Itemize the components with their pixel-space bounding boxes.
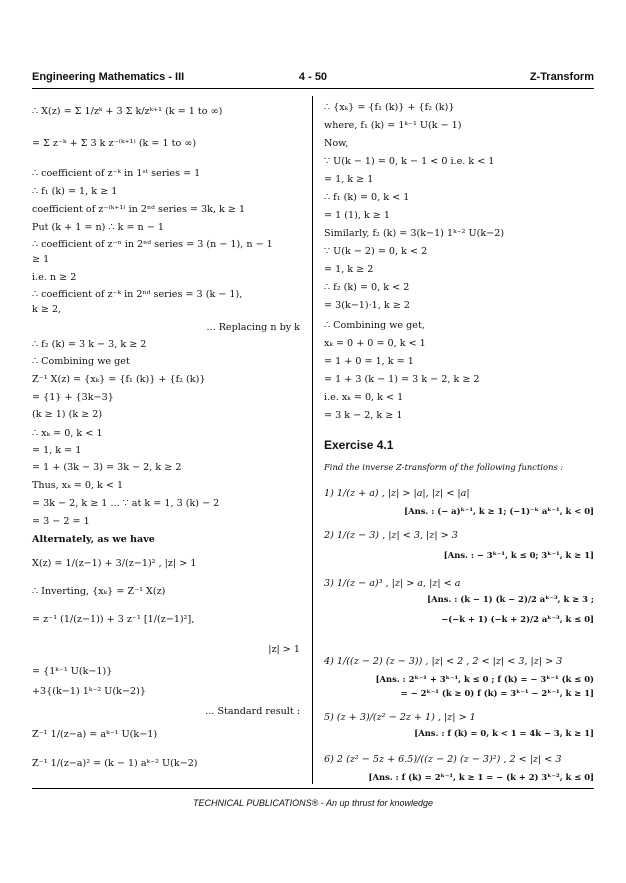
item-number: 4) [324, 656, 334, 667]
eq-line: = z⁻¹ (1/(z−1)) + 3 z⁻¹ [1/(z−1)²], [32, 614, 195, 625]
page-footer: TECHNICAL PUBLICATIONS® - An up thrust for knowledge [192, 798, 434, 808]
exercise-answer-3b: −(−k + 1) (−k + 2)/2 aᵏ⁻³, k ≤ 0] [441, 614, 594, 624]
eq-line: ∴ xₖ = 0, k < 1 [32, 428, 103, 439]
text-line: k ≥ 2, [32, 304, 62, 315]
footer-rule [32, 788, 594, 789]
page-number: 4 - 50 [298, 71, 328, 83]
eq-line: ∴ f₁ (k) = 0, k < 1 [324, 192, 410, 203]
eq-line: Z⁻¹ X(z) = {xₖ} = {f₁ (k)} + {f₂ (k)} [32, 374, 206, 385]
eq-line: = 1, k ≥ 1 [324, 174, 374, 185]
text-line: ∴ coefficient of z⁻ᵏ in 2ⁿᵈ series = 3 (k − 1), [32, 289, 243, 300]
eq-line: = 1 (1), k ≥ 1 [324, 210, 390, 221]
exercise-item-1 [324, 488, 470, 500]
eq-line: = 3 − 2 = 1 [32, 516, 90, 527]
eq-line: = 1 + 0 = 1, k = 1 [324, 356, 414, 367]
text-line: ∴ coefficient of z⁻ᵏ in 1ˢᵗ series = 1 [32, 168, 201, 179]
eq-line: Z⁻¹ 1/(z−a)² = (k − 1) aᵏ⁻² U(k−2) [32, 758, 198, 769]
item-expression: (z + 3)/(z² − 2z + 1) , |z| > 1 [336, 712, 476, 723]
text-line: Put (k + 1 = n) ∴ k = n − 1 [32, 222, 164, 233]
item-number: 6) [324, 754, 334, 765]
text-line: coefficient of z⁻⁽ᵏ⁺¹⁾ in 2ⁿᵈ series = 3k, k ≥ 1 [32, 204, 246, 215]
eq-line: X(z) = 1/(z−1) + 3/(z−1)² , |z| > 1 [32, 558, 197, 569]
text-line: Alternately, as we have [32, 534, 155, 545]
eq-line: = 3k − 2, k ≥ 1 ... ∵ at k = 1, 3 (k) − 2 [32, 498, 220, 509]
eq-line: = 3 k − 2, k ≥ 1 [324, 410, 403, 421]
item-number: 1) [324, 488, 334, 499]
eq-line: ∴ Inverting, {xₖ} = Z⁻¹ X(z) [32, 586, 166, 597]
exercise-instruction: Find the inverse Z-transform of the following functions : [324, 462, 564, 472]
eq-line: xₖ = 0 + 0 = 0, k < 1 [324, 338, 426, 349]
item-expression: 1/(z + a) , |z| > |a|, |z| < |a| [336, 488, 470, 499]
book-title: Engineering Mathematics - III [32, 71, 185, 83]
eq-line: = 1 + (3k − 3) = 3k − 2, k ≥ 2 [32, 462, 182, 473]
text-line: i.e. n ≥ 2 [32, 272, 77, 283]
eq-line: = Σ z⁻ᵏ + Σ 3 k z⁻⁽ᵏ⁺¹⁾ (k = 1 to ∞) [32, 138, 197, 149]
exercise-answer-4b: = − 2ᵏ⁻¹ (k ≥ 0) f (k) = 3ᵏ⁻¹ − 2ᵏ⁻¹, k ≥ 1] [400, 688, 594, 698]
exercise-item-6 [324, 754, 561, 766]
note-line: ... Standard result : [205, 706, 300, 717]
column-divider [312, 96, 313, 784]
item-expression: 2 (z² − 5z + 6.5)/((z − 2) (z − 3)²) , 2 < |z| < 3 [336, 754, 562, 765]
eq-line: (k ≥ 1) (k ≥ 2) [32, 409, 103, 420]
eq-line: ∵ U(k − 1) = 0, k − 1 < 0 i.e. k < 1 [324, 156, 495, 167]
eq-line: = {1} + {3k−3} [32, 392, 114, 403]
eq-line: ∵ U(k − 2) = 0, k < 2 [324, 246, 428, 257]
page-header [32, 71, 594, 87]
exercise-answer-1: [Ans. : (− a)ᵏ⁻¹, k ≥ 1; (−1)⁻ᵏ aᵏ⁻¹, k < 0] [404, 506, 594, 516]
eq-line: +3{(k−1) 1ᵏ⁻² U(k−2)} [32, 686, 146, 697]
exercise-answer-2: [Ans. : − 3ᵏ⁻¹, k ≤ 0; 3ᵏ⁻¹, k ≥ 1] [443, 550, 594, 560]
item-expression: 1/((z − 2) (z − 3)) , |z| < 2 , 2 < |z| < 3, |z| > 3 [336, 656, 563, 667]
item-expression: 1/(z − 3) , |z| < 3, |z| > 3 [336, 530, 458, 541]
header-rule [32, 88, 594, 89]
text-line: ∴ coefficient of z⁻ⁿ in 2ⁿᵈ series = 3 (n − 1), n − 1 [32, 239, 273, 250]
eq-line: Similarly, f₂ (k) = 3(k−1) 1ᵏ⁻² U(k−2) [324, 228, 505, 239]
exercise-item-2 [324, 530, 458, 542]
exercise-answer-5: [Ans. : f (k) = 0, k < 1 = 4k − 3, k ≥ 1] [414, 728, 594, 738]
exercise-title: Exercise 4.1 [324, 438, 394, 452]
text-line: ≥ 1 [32, 254, 50, 265]
item-number: 5) [324, 712, 334, 723]
exercise-item-3 [324, 578, 461, 590]
eq-line: ∴ f₂ (k) = 3 k − 3, k ≥ 2 [32, 339, 147, 350]
eq-line: ∴ {xₖ} = {f₁ (k)} + {f₂ (k)} [324, 102, 455, 113]
eq-line: = 1, k = 1 [32, 445, 82, 456]
eq-line: = 1, k ≥ 2 [324, 264, 374, 275]
exercise-item-5 [324, 712, 476, 724]
eq-line: ∴ f₁ (k) = 1, k ≥ 1 [32, 186, 118, 197]
eq-line: ∴ X(z) = Σ 1/zᵏ + 3 Σ k/zᵏ⁺¹ (k = 1 to ∞) [32, 106, 223, 117]
text-line: ∴ Combining we get, [324, 320, 425, 331]
item-number: 3) [324, 578, 334, 589]
chapter-title: Z-Transform [529, 71, 594, 83]
exercise-item-4 [324, 656, 562, 668]
eq-line: = 3(k−1)·1, k ≥ 2 [324, 300, 410, 311]
exercise-answer-3: [Ans. : (k − 1) (k − 2)/2 aᵏ⁻³, k ≥ 3 ; [427, 594, 594, 604]
item-number: 2) [324, 530, 334, 541]
note-line: ... Replacing n by k [206, 322, 300, 333]
eq-line: ∴ f₂ (k) = 0, k < 2 [324, 282, 410, 293]
text-line: ∴ Combining we get [32, 356, 130, 367]
item-expression: 1/(z − a)³ , |z| > a, |z| < a [336, 578, 461, 589]
exercise-answer-6: [Ans. : f (k) = 2ᵏ⁻¹, k ≥ 1 = − (k + 2) 3ᵏ⁻², k ≤ 0] [368, 772, 594, 782]
eq-line: |z| > 1 [268, 644, 300, 655]
eq-line: i.e. xₖ = 0, k < 1 [324, 392, 404, 403]
exercise-answer-4: [Ans. : 2ᵏ⁻¹ + 3ᵏ⁻¹, k ≤ 0 ; f (k) = − 3ᵏ⁻¹ (k ≤ 0) [375, 674, 594, 684]
eq-line: Z⁻¹ 1/(z−a) = aᵏ⁻¹ U(k−1) [32, 729, 158, 740]
eq-line: where, f₁ (k) = 1ᵏ⁻¹ U(k − 1) [324, 120, 462, 131]
text-line: Now, [324, 138, 349, 149]
eq-line: = 1 + 3 (k − 1) = 3 k − 2, k ≥ 2 [324, 374, 480, 385]
eq-line: Thus, xₖ = 0, k < 1 [32, 480, 124, 491]
eq-line: = {1ᵏ⁻¹ U(k−1)} [32, 666, 113, 677]
